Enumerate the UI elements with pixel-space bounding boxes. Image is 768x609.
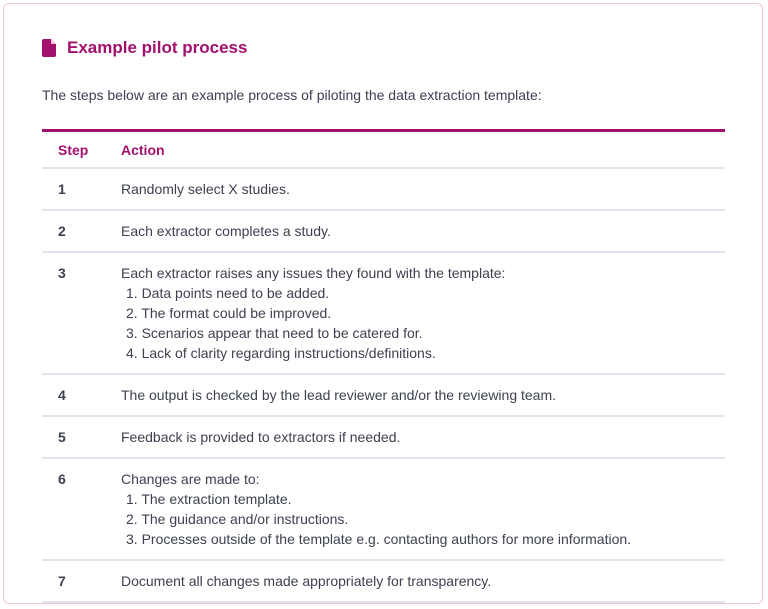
step-number: 3 bbox=[42, 252, 121, 374]
step-action-text: Changes are made to: bbox=[121, 471, 260, 487]
sub-step-item: 3. Processes outside of the template e.g. contacting authors for more information. bbox=[126, 531, 632, 547]
sub-step-item: 3. Scenarios appear that need to be catered for. bbox=[126, 325, 423, 341]
step-number: 7 bbox=[42, 560, 121, 602]
step-action-text: The output is checked by the lead reviewer and/or the reviewing team. bbox=[121, 387, 557, 403]
table-row bbox=[42, 416, 725, 458]
step-action-text: Document all changes made appropriately for transparency. bbox=[121, 573, 492, 589]
sub-step-item: 2. The guidance and/or instructions. bbox=[126, 511, 349, 527]
action-column-header: Action bbox=[121, 131, 725, 169]
table-row bbox=[42, 458, 725, 560]
intro-text: The steps below are an example process of piloting the data extraction template: bbox=[42, 87, 542, 103]
step-action-cell bbox=[121, 252, 725, 374]
step-action-text: Feedback is provided to extractors if needed. bbox=[121, 429, 401, 445]
step-action-cell bbox=[121, 374, 725, 416]
step-action-cell bbox=[121, 458, 725, 560]
step-number: 1 bbox=[42, 168, 121, 210]
table-row bbox=[42, 560, 725, 602]
step-number: 6 bbox=[42, 458, 121, 560]
table-header-row bbox=[42, 131, 725, 169]
table-row bbox=[42, 374, 725, 416]
sub-step-item: 1. The extraction template. bbox=[126, 491, 292, 507]
sub-step-item: 2. The format could be improved. bbox=[126, 305, 332, 321]
step-action-text: Randomly select X studies. bbox=[121, 181, 290, 197]
table-row bbox=[42, 252, 725, 374]
step-action-cell bbox=[121, 210, 725, 252]
sub-step-list bbox=[121, 489, 725, 549]
document-icon bbox=[42, 39, 56, 57]
step-action-text: Each extractor raises any issues they found with the template: bbox=[121, 265, 506, 281]
step-action-cell bbox=[121, 168, 725, 210]
step-number: 5 bbox=[42, 416, 121, 458]
table-row bbox=[42, 210, 725, 252]
sub-step-list bbox=[121, 283, 725, 363]
heading-title: Example pilot process bbox=[67, 38, 248, 57]
sub-step-item: 1. Data points need to be added. bbox=[126, 285, 330, 301]
step-column-header: Step bbox=[42, 131, 121, 169]
pilot-process-table bbox=[42, 129, 725, 603]
step-action-cell bbox=[121, 416, 725, 458]
step-number: 4 bbox=[42, 374, 121, 416]
step-number: 2 bbox=[42, 210, 121, 252]
sub-step-item: 4. Lack of clarity regarding instructions/definitions. bbox=[126, 345, 436, 361]
step-action-text: Each extractor completes a study. bbox=[121, 223, 331, 239]
section-heading bbox=[42, 38, 247, 58]
step-action-cell bbox=[121, 560, 725, 602]
table-row bbox=[42, 168, 725, 210]
